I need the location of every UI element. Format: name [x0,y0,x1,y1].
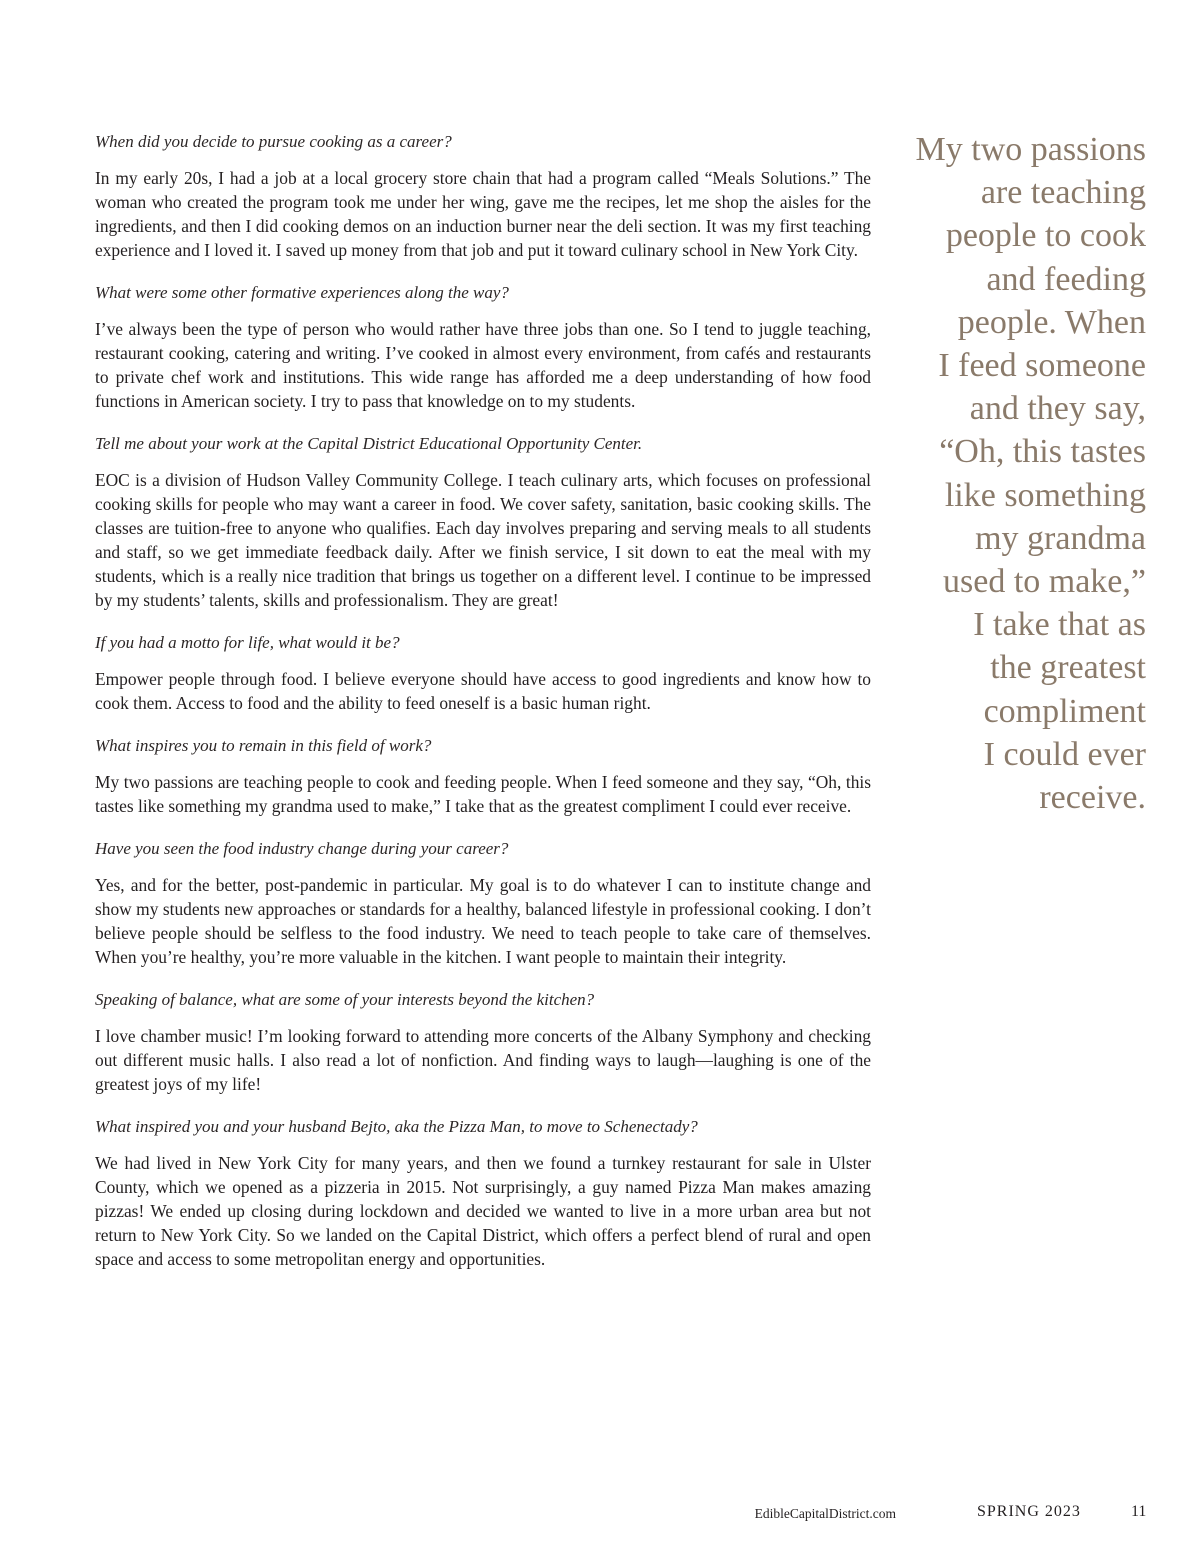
page-number: 11 [1131,1503,1147,1520]
pull-quote-line: I take that as [973,606,1146,644]
pull-quote-line: I feed someone [938,347,1146,385]
interview-question: When did you decide to pursue cooking as a career? [95,132,452,151]
pull-quote-line: “Oh, this tastes [939,433,1146,471]
page-footer [0,1503,1200,1527]
interview-answer: My two passions are teaching people to cook and feeding people. When I feed someone and they say, “Oh, this tastes like something my grandma used to make,” I take that as the greatest compliment I could ever receive. [95,772,871,816]
pull-quote-line: and they say, [969,390,1146,428]
interview-question: What inspires you to remain in this field of work? [95,736,432,755]
qa-item [95,281,871,413]
article-body [95,130,871,1290]
pull-quote-line: my grandma [975,519,1146,557]
pull-quote [905,128,1146,819]
pull-quote-line: like something [944,476,1146,514]
interview-answer: EOC is a division of Hudson Valley Community College. I teach culinary arts, which focuses on professional cooking skills for people who may want a career in food. We cover safety, sanitation, basic cooking skills. The classes are tuition-free to anyone who qualifies. Each day involves preparing and serving meals to all students and staff, so we get immediate feedback daily. After we finish service, I sit down to eat the meal with my students, which is a really nice tradition that brings us together on a different level. I continue to be impressed by my students’ talents, skills and professionalism. They are great! [95,470,871,610]
pull-quote-line: My two passions [915,131,1146,168]
qa-item [95,432,871,612]
pull-quote-line: compliment [983,692,1146,730]
pull-quote-line: people to cook [945,217,1146,255]
pull-quote-line: I could ever [983,735,1146,773]
interview-question: Speaking of balance, what are some of your interests beyond the kitchen? [95,990,595,1009]
pull-quote-line: and feeding [986,260,1146,298]
interview-answer: Yes, and for the better, post-pandemic in particular. My goal is to do whatever I can to institute change and show my students new approaches or standards for a healthy, balanced lifestyle in professional cooking. I don’t believe people should be selfless to the food industry. We need to teach people to take care of themselves. When you’re healthy, you’re more valuable in the kitchen. I want people to maintain their integrity. [95,875,871,967]
qa-item [95,1115,871,1271]
interview-answer: I’ve always been the type of person who would rather have three jobs than one. So I tend to juggle teaching, restaurant cooking, catering and writing. I’ve cooked in almost every environment, from cafés and restaurants to private chef work and institutions. This wide range has afforded me a deep understanding of how food functions in American society. I try to pass that knowledge on to my students. [95,319,871,411]
interview-answer: We had lived in New York City for many years, and then we found a turnkey restaurant for sale in Ulster County, which we opened as a pizzeria in 2015. Not surprisingly, a guy named Pizza Man makes amazing pizzas! We ended up closing during lockdown and decided we wanted to live in a more urban area but not return to New York City. So we landed on the Capital District, which offers a perfect blend of rural and open space and access to some metropolitan energy and opportunities. [95,1153,871,1269]
interview-answer: I love chamber music! I’m looking forward to attending more concerts of the Albany Symphony and checking out different music halls. I also read a lot of nonfiction. And finding ways to laugh—laughing is one of the greatest joys of my life! [95,1026,871,1094]
pull-quote-line: are teaching [980,174,1146,212]
interview-question: If you had a motto for life, what would it be? [95,633,400,652]
pull-quote-line: the greatest [990,649,1146,687]
pull-quote-line: used to make,” [943,563,1146,601]
interview-answer: Empower people through food. I believe everyone should have access to good ingredients and know how to cook them. Access to food and the ability to feed oneself is a basic human right. [95,669,871,713]
qa-item [95,837,871,969]
site-url: EdibleCapitalDistrict.com [754,1506,896,1521]
pull-quote-line: receive. [1039,779,1146,817]
interview-question: What inspired you and your husband Bejto, aka the Pizza Man, to move to Schenectady? [95,1117,698,1136]
interview-question: Have you seen the food industry change during your career? [95,839,509,858]
interview-answer: In my early 20s, I had a job at a local grocery store chain that had a program called “Meals Solutions.” The woman who created the program took me under her wing, gave me the recipes, let me shop the aisles for the ingredients, and then I did cooking demos on an induction burner near the deli section. It was my first teaching experience and I loved it. I saved up money from that job and put it toward culinary school in New York City. [95,168,871,260]
qa-item [95,631,871,715]
issue-label: SPRING 2023 [977,1503,1081,1520]
pull-quote-line: people. When [957,303,1146,341]
qa-item [95,734,871,818]
interview-question: What were some other formative experiences along the way? [95,283,509,302]
qa-item [95,988,871,1096]
qa-item [95,130,871,262]
interview-question: Tell me about your work at the Capital District Educational Opportunity Center. [95,434,643,453]
